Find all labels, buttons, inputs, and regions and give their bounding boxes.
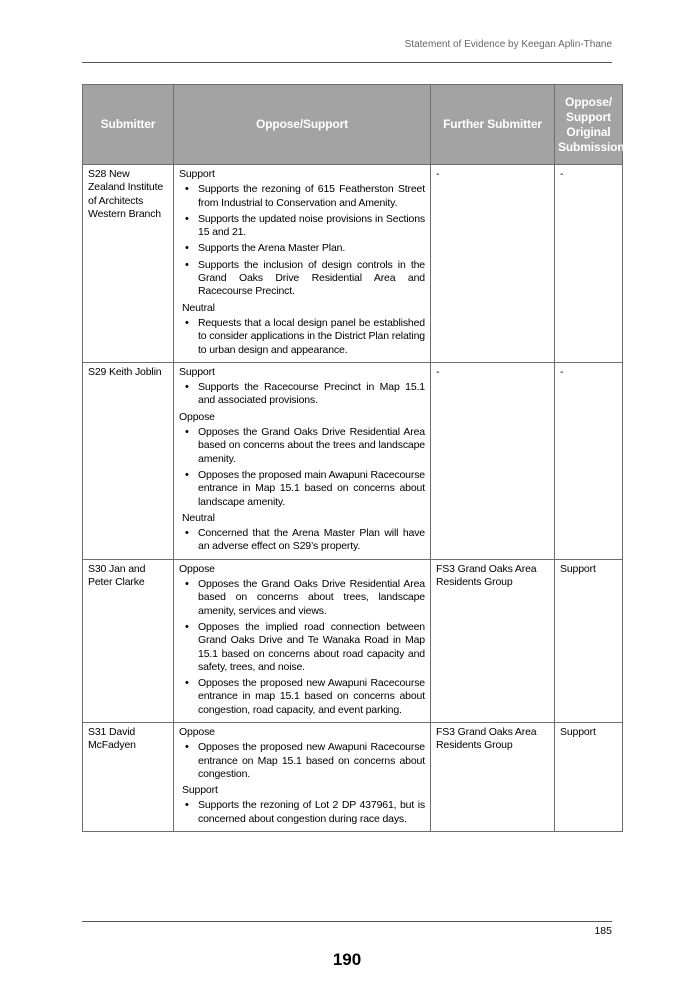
position-cell bbox=[174, 362, 431, 559]
original-submission-cell: - bbox=[555, 165, 623, 363]
position-label: Neutral bbox=[182, 301, 215, 314]
list-item: • Opposes the implied road connection between Grand Oaks Drive and Te Wanaka Road in Map 15.1 based on concerns about road capacity and safety, trees, and noise. bbox=[179, 621, 425, 674]
list-item: • Opposes the proposed new Awapuni Racecourse entrance on Map 15.1 based on concerns about congestion. bbox=[179, 741, 425, 781]
table-row bbox=[83, 165, 623, 363]
column-header-further-submitter: Further Submitter bbox=[431, 85, 555, 165]
list-item: • Requests that a local design panel be established to consider applications in the District Plan relating to urban design and appearance. bbox=[179, 317, 425, 357]
position-list bbox=[179, 426, 425, 509]
list-item: • Supports the Arena Master Plan. bbox=[179, 242, 425, 255]
position-label: Support bbox=[182, 784, 218, 797]
footer-divider bbox=[82, 921, 612, 922]
position-cell bbox=[174, 559, 431, 722]
list-item: • Supports the updated noise provisions in Sections 15 and 21. bbox=[179, 213, 425, 240]
table-row bbox=[83, 559, 623, 722]
list-item: • Opposes the proposed new Awapuni Racecourse entrance in map 15.1 based on concerns about congestion, road capacity, and event parking. bbox=[179, 677, 425, 717]
list-item: • Supports the Racecourse Precinct in Map 15.1 and associated provisions. bbox=[179, 381, 425, 408]
original-submission-cell: Support bbox=[555, 559, 623, 722]
table-row bbox=[83, 722, 623, 831]
position-label: Oppose bbox=[179, 562, 215, 575]
list-item: • Supports the inclusion of design controls in the Grand Oaks Drive Residential Area and Racecourse Precinct. bbox=[179, 259, 425, 299]
column-header-oppose-support: Oppose/Support bbox=[174, 85, 431, 165]
position-label: Oppose bbox=[179, 410, 215, 423]
position-label: Oppose bbox=[179, 725, 215, 738]
position-list bbox=[179, 578, 425, 717]
further-submitter-cell: - bbox=[431, 165, 555, 363]
further-submitter-cell: - bbox=[431, 362, 555, 559]
position-list bbox=[179, 527, 425, 554]
position-list bbox=[179, 183, 425, 298]
position-label: Neutral bbox=[182, 511, 215, 524]
original-submission-cell: Support bbox=[555, 722, 623, 831]
position-label: Support bbox=[179, 168, 215, 180]
submitter-cell: S29 Keith Joblin bbox=[83, 362, 174, 559]
position-cell bbox=[174, 165, 431, 363]
submissions-table bbox=[82, 84, 623, 832]
page-number: 185 bbox=[594, 925, 612, 937]
original-submission-cell: - bbox=[555, 362, 623, 559]
list-item: • Supports the rezoning of 615 Featherston Street from Industrial to Conservation and Amenity. bbox=[179, 183, 425, 210]
list-item: • Concerned that the Arena Master Plan will have an adverse effect on S29’s property. bbox=[179, 527, 425, 554]
position-cell bbox=[174, 722, 431, 831]
position-list bbox=[179, 799, 425, 826]
further-submitter-cell: FS3 Grand Oaks Area Residents Group bbox=[431, 722, 555, 831]
list-item: • Opposes the Grand Oaks Drive Residential Area based on concerns about the trees and landscape amenity. bbox=[179, 426, 425, 466]
submitter-cell: S30 Jan and Peter Clarke bbox=[83, 559, 174, 722]
submitter-cell: S31 David McFadyen bbox=[83, 722, 174, 831]
position-list bbox=[179, 381, 425, 408]
submitter-cell: S28 New Zealand Institute of Architects Western Branch bbox=[83, 165, 174, 363]
position-list bbox=[179, 317, 425, 357]
list-item: • Opposes the proposed main Awapuni Racecourse entrance in Map 15.1 based on concerns about landscape amenity. bbox=[179, 469, 425, 509]
further-submitter-cell: FS3 Grand Oaks Area Residents Group bbox=[431, 559, 555, 722]
header-divider bbox=[82, 62, 612, 63]
list-item: • Opposes the Grand Oaks Drive Residential Area based on concerns about trees, landscape amenity, services and views. bbox=[179, 578, 425, 618]
table-row bbox=[83, 362, 623, 559]
list-item: • Supports the rezoning of Lot 2 DP 437961, but is concerned about congestion during race days. bbox=[179, 799, 425, 826]
column-header-submitter: Submitter bbox=[83, 85, 174, 165]
document-header-title: Statement of Evidence by Keegan Aplin-Thane bbox=[404, 39, 612, 50]
document-page-number: 190 bbox=[332, 950, 362, 969]
position-label: Support bbox=[179, 365, 215, 378]
table-header-row bbox=[83, 85, 623, 165]
position-list bbox=[179, 741, 425, 781]
column-header-original-submission: Oppose/ Support Original Submission bbox=[555, 85, 623, 165]
